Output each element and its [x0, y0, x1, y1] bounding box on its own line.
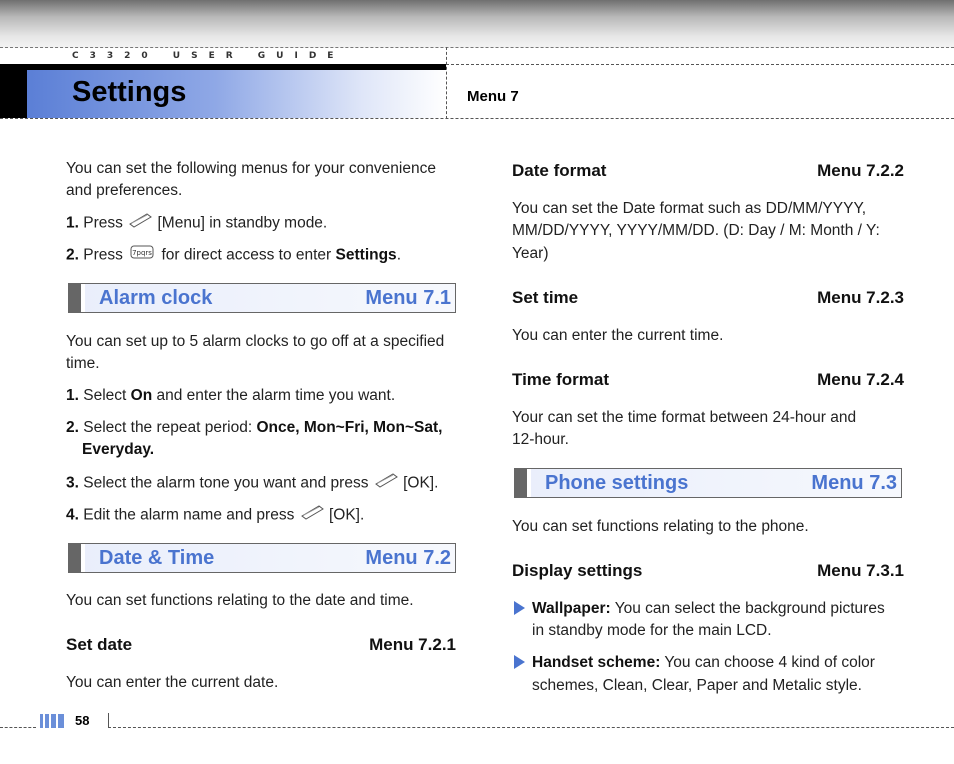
set-date-menu: Menu 7.2.1: [369, 635, 456, 654]
set-date-title: Set date: [66, 635, 133, 654]
menu-key-icon: [127, 212, 153, 235]
menu-number: Menu 7: [467, 88, 519, 105]
header-divider: [446, 47, 447, 119]
section-title: Alarm clock: [99, 287, 213, 309]
set-time-desc: You can enter the current time.: [512, 327, 724, 344]
footer-rule: [108, 727, 954, 728]
set-date-desc: You can enter the current date.: [66, 674, 279, 691]
page-number: 58: [75, 713, 90, 728]
section-menu: Menu 7.3: [811, 472, 897, 494]
step-number: 1.: [66, 387, 79, 404]
alarm-step-1: [66, 385, 395, 407]
step-text: and enter the alarm time you want.: [156, 387, 396, 404]
ok-key-icon: [373, 472, 399, 495]
step-text: .: [396, 246, 401, 264]
step-text: Select: [83, 387, 127, 404]
display-settings-menu: Menu 7.3.1: [817, 561, 904, 580]
section-bar-date-time: [68, 543, 456, 573]
phone-desc: You can set functions relating to the phone.: [512, 518, 809, 535]
step-text: [Menu] in standby mode.: [157, 214, 328, 232]
bar-tab: [69, 284, 81, 312]
bullet-wallpaper-cont: in standby mode for the main LCD.: [532, 622, 772, 639]
bullet-label: Handset scheme:: [532, 654, 661, 671]
header-tab: [0, 70, 27, 118]
bullet-wallpaper: [532, 598, 885, 620]
date-format-desc-1: You can set the Date format such as DD/MM/YYYY,: [512, 200, 867, 217]
bar-tab-gap: [81, 284, 85, 312]
svg-text:7pqrs: 7pqrs: [132, 249, 153, 257]
bar-tab: [69, 544, 81, 572]
guide-label: C3320 USER GUIDE: [72, 51, 345, 61]
section-title: Date & Time: [99, 547, 215, 569]
time-format-desc-2: 12-hour.: [512, 431, 569, 448]
alarm-step-3: [66, 472, 438, 495]
footer-lead-rule: [0, 727, 36, 728]
step-text: Edit the alarm name and press: [83, 506, 295, 524]
alarm-step-2: [66, 417, 461, 439]
intro-step-1: [66, 212, 327, 235]
ok-key-icon: [299, 504, 325, 527]
section-bar-phone-settings: [514, 468, 902, 498]
top-gradient-band: [0, 0, 954, 48]
step-number: 3.: [66, 474, 79, 492]
step-number: 2.: [66, 246, 79, 264]
step-text: Select the alarm tone you want and press: [83, 474, 369, 492]
set-time-menu: Menu 7.2.3: [817, 288, 904, 307]
step-number: 1.: [66, 214, 79, 232]
intro-text: You can set the following menus for your convenience and preferences.: [66, 160, 436, 199]
step-number: 2.: [66, 419, 79, 436]
datetime-desc: You can set functions relating to the date and time.: [66, 592, 414, 609]
alarm-step-2-cont: [82, 439, 154, 461]
section-title: Phone settings: [545, 472, 689, 494]
bullet-triangle-icon: [514, 655, 525, 669]
step-text: Press: [83, 214, 123, 232]
alarm-step-4: [66, 504, 364, 527]
top-dashed-rule: [0, 47, 954, 48]
key-7-icon: [127, 244, 157, 267]
alarm-desc: You can set up to 5 alarm clocks to go off at a specified time.: [66, 333, 445, 372]
display-settings-title: Display settings: [512, 561, 643, 580]
bar-tab-gap: [527, 469, 531, 497]
date-format-title: Date format: [512, 161, 607, 180]
time-format-menu: Menu 7.2.4: [817, 370, 904, 389]
step-text: Select the repeat period:: [83, 419, 253, 436]
step-bold: On: [130, 387, 153, 404]
date-format-desc-2: MM/DD/YYYY, YYYY/MM/DD. (D: Day / M: Month / Y:: [512, 222, 880, 239]
bullet-text: You can choose 4 kind of color: [664, 654, 875, 671]
bullet-triangle-icon: [514, 601, 525, 615]
step-text: for direct access to enter: [161, 246, 332, 264]
step-bold: Settings: [335, 246, 397, 264]
header-dashed-rule: [446, 64, 954, 65]
date-format-menu: Menu 7.2.2: [817, 161, 904, 180]
section-menu: Menu 7.2: [365, 547, 451, 569]
time-format-desc-1: Your can set the time format between 24-hour and: [512, 409, 857, 426]
page-title: Settings: [72, 76, 187, 108]
footer-separator: [108, 713, 109, 727]
step-text: Press: [83, 246, 123, 264]
step-bold: Once, Mon~Fri, Mon~Sat,: [256, 419, 443, 436]
bullet-text: You can select the background pictures: [614, 600, 885, 617]
bar-tab: [515, 469, 527, 497]
bullet-handset-scheme: [532, 652, 875, 674]
section-bar-alarm-clock: [68, 283, 456, 313]
bar-tab-gap: [81, 544, 85, 572]
step-text: [OK].: [328, 506, 365, 524]
bullet-label: Wallpaper:: [532, 600, 611, 617]
header-bottom-rule: [0, 118, 954, 119]
intro-step-2: [66, 244, 401, 267]
step-number: 4.: [66, 506, 79, 524]
date-format-desc-3: Year): [512, 245, 549, 262]
set-time-title: Set time: [512, 288, 579, 307]
step-text: [OK].: [403, 474, 439, 492]
time-format-title: Time format: [512, 370, 609, 389]
step-bold: Everyday.: [82, 441, 155, 458]
section-menu: Menu 7.1: [365, 287, 451, 309]
bullet-handset-scheme-cont: schemes, Clean, Clear, Paper and Metalic style.: [532, 677, 862, 694]
